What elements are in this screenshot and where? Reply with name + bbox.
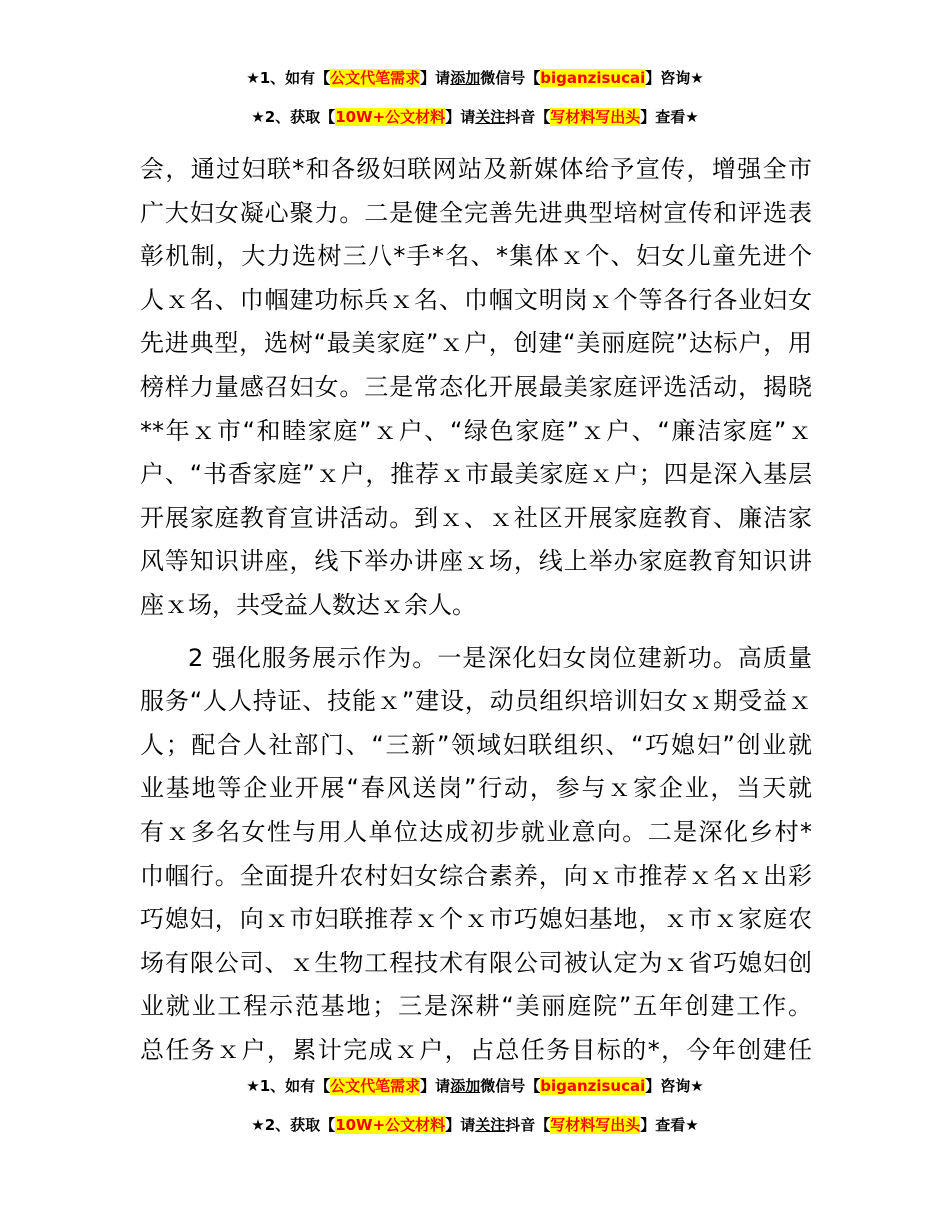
banner-highlight: 公文代笔需求 (330, 1077, 421, 1095)
banner-text: 抖音【 (505, 108, 551, 126)
text-line: 服务“人人持证、技能ｘ”建设，动员组织培训妇女ｘ期受益ｘ (140, 687, 812, 716)
text-line: 户、“书香家庭”ｘ户，推荐ｘ市最美家庭ｘ户；四是深入基层 (140, 460, 812, 489)
text-line: 巧媳妇，向ｘ市妇联推荐ｘ个ｘ市巧媳妇基地，ｘ市ｘ家庭农 (140, 905, 812, 934)
banner-text: 微信号【 (480, 1077, 541, 1095)
text-line: **年ｘ市“和睦家庭”ｘ户、“绿色家庭”ｘ户、“廉洁家庭”ｘ (140, 416, 812, 445)
banner-text: 微信号【 (480, 69, 541, 87)
banner-text: ★2、获取【 (251, 1116, 336, 1134)
banner-underlined-text: 添加 (450, 69, 481, 87)
banner-underlined-text: 关注 (475, 108, 506, 126)
text-line: 风等知识讲座，线下举办讲座ｘ场，线上举办家庭教育知识讲 (140, 547, 812, 576)
banner-text: ★1、如有【 (246, 69, 331, 87)
text-line: 榜样力量感召妇女。三是常态化开展最美家庭评选活动，揭晓 (140, 372, 812, 401)
banner-text: ★2、获取【 (251, 108, 336, 126)
paragraph-1 (140, 148, 812, 628)
text-line: 2 强化服务展示作为。一是深化妇女岗位建新功。高质量 (188, 643, 812, 672)
header-banner-line-1 (0, 67, 950, 89)
text-line: 业基地等企业开展“春风送岗”行动，参与ｘ家企业，当天就 (140, 774, 812, 803)
banner-text: 抖音【 (505, 1116, 551, 1134)
text-line: 广大妇女凝心聚力。二是健全完善先进典型培树宣传和评选表 (140, 198, 812, 227)
banner-highlight: 写材料写出头 (550, 1116, 641, 1134)
footer-banner-line-1 (0, 1075, 950, 1097)
banner-text: 】查看★ (640, 1116, 699, 1134)
text-line: 彰机制，大力选树三八*手*名、*集体ｘ个、妇女儿童先进个 (140, 242, 812, 271)
text-line: 先进典型，选树“最美家庭”ｘ户，创建“美丽庭院”达标户，用 (140, 329, 812, 358)
banner-text: 】请 (445, 1116, 476, 1134)
text-line: 座ｘ场，共受益人数达ｘ余人。 (140, 590, 476, 619)
banner-highlight: biganzisucai (540, 69, 646, 87)
text-line: 开展家庭教育宣讲活动。到ｘ、ｘ社区开展家庭教育、廉洁家 (140, 503, 812, 532)
banner-text: 】请 (420, 1077, 451, 1095)
banner-highlight: biganzisucai (540, 1077, 646, 1095)
banner-text: 】请 (445, 108, 476, 126)
banner-text: 】咨询★ (645, 69, 704, 87)
document-body (140, 148, 812, 1072)
text-line: 场有限公司、ｘ生物工程技术有限公司被认定为ｘ省巧媳妇创 (140, 948, 812, 977)
banner-highlight: 写材料写出头 (550, 108, 641, 126)
banner-text: 】查看★ (640, 108, 699, 126)
banner-highlight: 10W+公文材料 (335, 1116, 446, 1134)
text-line: 业就业工程示范基地；三是深耕“美丽庭院”五年创建工作。 (140, 992, 812, 1021)
footer-banner-line-2 (0, 1114, 950, 1136)
header-banner-line-2 (0, 106, 950, 128)
banner-text: 】请 (420, 69, 451, 87)
text-line: 有ｘ多名女性与用人单位达成初步就业意向。二是深化乡村* (140, 817, 812, 846)
banner-text: ★1、如有【 (246, 1077, 331, 1095)
text-line: 会，通过妇联*和各级妇联网站及新媒体给予宣传，增强全市 (140, 155, 812, 183)
banner-text: 】咨询★ (645, 1077, 704, 1095)
banner-highlight: 10W+公文材料 (335, 108, 446, 126)
banner-underlined-text: 关注 (475, 1116, 506, 1134)
text-line: 人；配合人社部门、“三新”领域妇联组织、“巧媳妇”创业就 (140, 730, 812, 759)
text-line: 巾帼行。全面提升农村妇女综合素养，向ｘ市推荐ｘ名ｘ出彩 (140, 861, 812, 890)
text-line: 人ｘ名、巾帼建功标兵ｘ名、巾帼文明岗ｘ个等各行各业妇女 (140, 285, 812, 314)
banner-underlined-text: 添加 (450, 1077, 481, 1095)
text-line: 总任务ｘ户，累计完成ｘ户，占总任务目标的*，今年创建任 (140, 1035, 812, 1064)
banner-highlight: 公文代笔需求 (330, 69, 421, 87)
paragraph-2 (140, 637, 812, 1073)
